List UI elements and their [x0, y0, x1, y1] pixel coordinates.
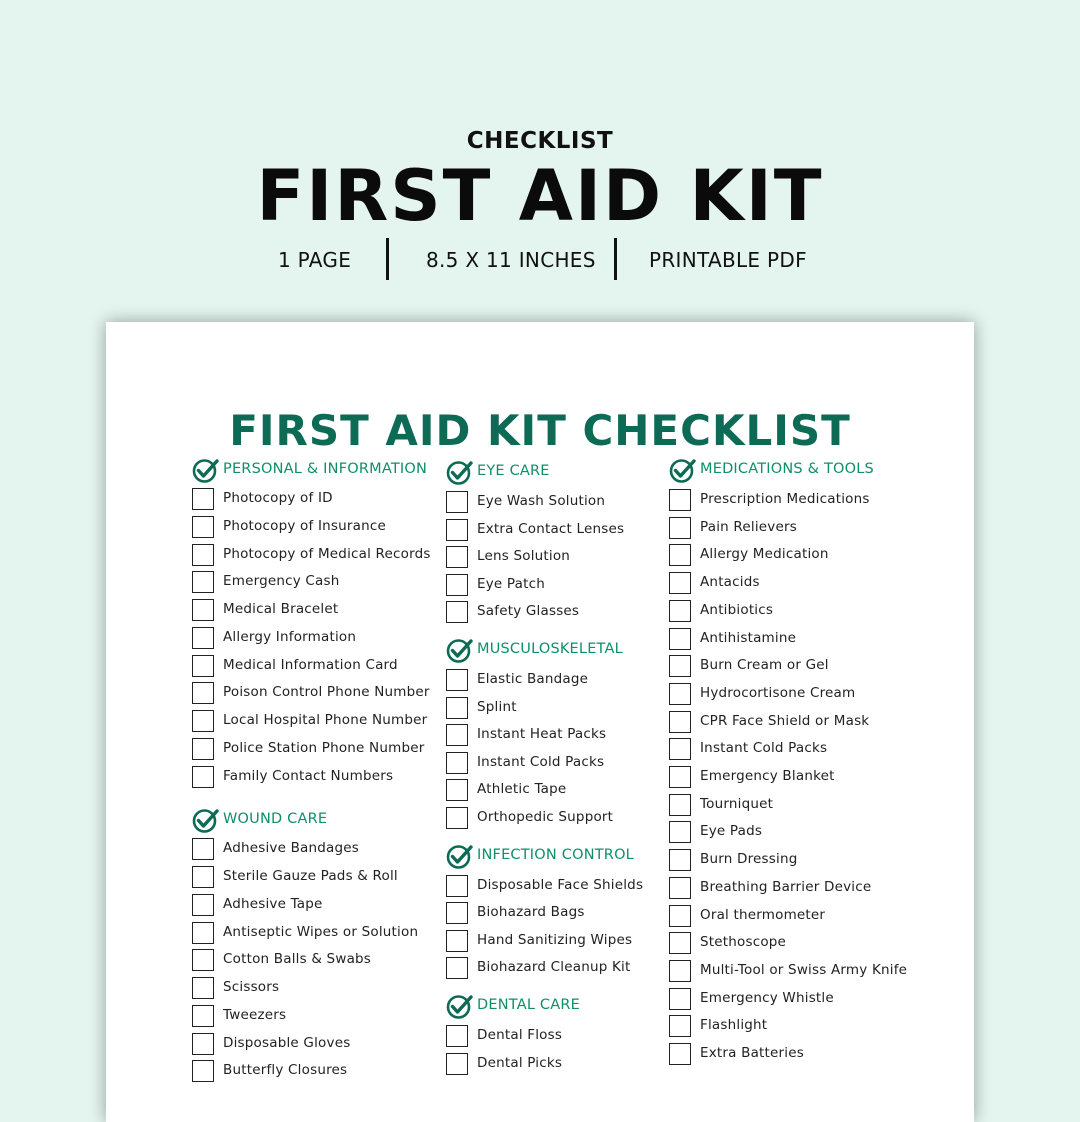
item-label: Stethoscope: [700, 934, 787, 951]
item-label: Splint: [477, 698, 517, 715]
checkmark-circle-icon: [446, 844, 474, 870]
checkbox[interactable]: [446, 491, 468, 513]
checkbox[interactable]: [446, 930, 468, 952]
item-label: Orthopedic Support: [477, 809, 614, 825]
checkbox[interactable]: [192, 766, 214, 788]
checkbox[interactable]: [192, 710, 214, 732]
checkbox[interactable]: [669, 960, 691, 982]
item-label: Adhesive Tape: [223, 895, 323, 912]
checkbox[interactable]: [192, 866, 214, 888]
item-label: Prescription Medications: [700, 491, 870, 507]
checkbox[interactable]: [669, 794, 691, 816]
checklist-item[interactable]: [192, 921, 462, 947]
checklist-item[interactable]: [669, 959, 939, 985]
checkbox[interactable]: [446, 519, 468, 541]
item-label: Instant Cold Packs: [700, 740, 828, 757]
checklist-item[interactable]: [192, 487, 462, 513]
checkbox[interactable]: [669, 877, 691, 899]
checklist-item[interactable]: [192, 948, 462, 974]
section-title: PERSONAL & INFORMATION: [223, 461, 428, 477]
item-label: Photocopy of Insurance: [223, 517, 386, 534]
item-label: Athletic Tape: [477, 781, 567, 798]
checklist-item[interactable]: [669, 848, 939, 874]
item-label: Tweezers: [223, 1006, 287, 1023]
item-label: Eye Patch: [477, 575, 545, 592]
item-label: Pain Relievers: [700, 518, 797, 535]
checkbox[interactable]: [192, 1005, 214, 1027]
checklist-item[interactable]: [192, 976, 462, 1002]
item-label: Biohazard Cleanup Kit: [477, 959, 631, 976]
item-label: Medical Bracelet: [223, 601, 339, 617]
checkbox[interactable]: [669, 655, 691, 677]
item-label: Police Station Phone Number: [223, 739, 425, 756]
checkbox[interactable]: [669, 738, 691, 760]
meta-format: PRINTABLE PDF: [649, 248, 807, 272]
checklist-item[interactable]: [669, 1042, 939, 1068]
checkbox[interactable]: [669, 905, 691, 927]
section-header: [192, 808, 462, 836]
meta-divider: [386, 238, 389, 280]
item-label: Dental Picks: [477, 1054, 563, 1071]
section-title: MEDICATIONS & TOOLS: [700, 461, 874, 477]
item-label: Disposable Face Shields: [477, 876, 644, 893]
section-title: MUSCULOSKELETAL: [477, 641, 623, 657]
checklist-item[interactable]: [669, 793, 939, 819]
checkbox[interactable]: [669, 821, 691, 843]
checkbox[interactable]: [192, 949, 214, 971]
checkbox[interactable]: [669, 849, 691, 871]
checkbox[interactable]: [446, 574, 468, 596]
checkbox[interactable]: [192, 488, 214, 510]
item-label: Emergency Blanket: [700, 768, 835, 784]
section-title: INFECTION CONTROL: [477, 846, 634, 863]
checkbox[interactable]: [669, 1015, 691, 1037]
checkbox[interactable]: [446, 779, 468, 801]
checkbox[interactable]: [446, 875, 468, 897]
section-title: EYE CARE: [477, 463, 550, 479]
checklist-item[interactable]: [192, 515, 462, 541]
item-label: Medical Information Card: [223, 656, 398, 673]
checklist-item[interactable]: [192, 837, 462, 863]
checkmark-circle-icon: [192, 458, 220, 484]
checklist-item[interactable]: [192, 865, 462, 891]
checkbox[interactable]: [192, 516, 214, 538]
item-label: Local Hospital Phone Number: [223, 712, 428, 728]
checklist-item[interactable]: [669, 765, 939, 791]
item-label: Antibiotics: [700, 601, 774, 618]
checkbox[interactable]: [669, 544, 691, 566]
item-label: Emergency Whistle: [700, 989, 834, 1006]
section-title: WOUND CARE: [223, 811, 328, 828]
checkbox[interactable]: [446, 601, 468, 623]
checkmark-circle-icon: [446, 460, 474, 486]
meta-row: [0, 238, 1080, 282]
checklist-item[interactable]: [192, 893, 462, 919]
checkbox[interactable]: [192, 655, 214, 677]
checklist-item[interactable]: [669, 488, 939, 514]
checkbox[interactable]: [446, 669, 468, 691]
checklist-item[interactable]: [669, 1014, 939, 1040]
checkbox[interactable]: [446, 1053, 468, 1075]
item-label: Hydrocortisone Cream: [700, 684, 856, 701]
checklist-item[interactable]: [192, 598, 462, 624]
checkbox[interactable]: [192, 544, 214, 566]
checkbox[interactable]: [192, 627, 214, 649]
checkbox[interactable]: [669, 988, 691, 1010]
item-label: Instant Cold Packs: [477, 753, 605, 770]
checklist-item[interactable]: [669, 627, 939, 653]
checklist-item[interactable]: [192, 681, 462, 707]
item-label: Antihistamine: [700, 629, 797, 646]
checkbox[interactable]: [669, 711, 691, 733]
item-label: Disposable Gloves: [223, 1034, 351, 1051]
checklist-item[interactable]: [192, 737, 462, 763]
checklist-item[interactable]: [192, 1059, 462, 1085]
checkbox[interactable]: [669, 932, 691, 954]
meta-pages: 1 PAGE: [278, 248, 352, 272]
item-label: Cotton Balls & Swabs: [223, 951, 372, 968]
item-label: Biohazard Bags: [477, 904, 585, 921]
header-title: FIRST AID KIT: [256, 155, 824, 237]
checklist-item[interactable]: [669, 516, 939, 542]
checklist-item[interactable]: [669, 904, 939, 930]
checklist-item[interactable]: [192, 654, 462, 680]
item-label: Multi-Tool or Swiss Army Knife: [700, 961, 908, 978]
checkbox[interactable]: [192, 1060, 214, 1082]
checkbox[interactable]: [192, 682, 214, 704]
checklist-sheet: [106, 322, 974, 1122]
item-label: Butterfly Closures: [223, 1062, 348, 1079]
checkmark-circle-icon: [446, 994, 474, 1020]
item-label: Antacids: [700, 574, 760, 591]
checkbox[interactable]: [192, 977, 214, 999]
checkbox[interactable]: [446, 546, 468, 568]
item-label: Allergy Information: [223, 628, 357, 645]
checkbox[interactable]: [192, 894, 214, 916]
checklist-item[interactable]: [192, 1004, 462, 1030]
item-label: Tourniquet: [700, 795, 774, 812]
item-label: Breathing Barrier Device: [700, 878, 872, 895]
checkbox[interactable]: [192, 1033, 214, 1055]
checklist-item[interactable]: [669, 571, 939, 597]
item-label: Sterile Gauze Pads & Roll: [223, 868, 398, 884]
checklist-item[interactable]: [669, 737, 939, 763]
checkbox[interactable]: [192, 838, 214, 860]
checkbox[interactable]: [669, 1043, 691, 1065]
item-label: Poison Control Phone Number: [223, 684, 430, 701]
checklist-item[interactable]: [669, 543, 939, 569]
checkbox[interactable]: [446, 697, 468, 719]
checkbox[interactable]: [669, 600, 691, 622]
item-label: Extra Contact Lenses: [477, 520, 625, 537]
checklist-item[interactable]: [192, 709, 462, 735]
item-label: Hand Sanitizing Wipes: [477, 931, 633, 948]
checkbox[interactable]: [446, 957, 468, 979]
checklist-item[interactable]: [669, 876, 939, 902]
checkmark-circle-icon: [192, 808, 220, 834]
checklist-item[interactable]: [669, 654, 939, 680]
checkbox[interactable]: [669, 766, 691, 788]
checkbox[interactable]: [669, 489, 691, 511]
checkbox[interactable]: [192, 738, 214, 760]
checklist-item[interactable]: [669, 987, 939, 1013]
checklist-item[interactable]: [669, 931, 939, 957]
checkbox[interactable]: [446, 902, 468, 924]
checkbox[interactable]: [192, 922, 214, 944]
item-label: Family Contact Numbers: [223, 767, 394, 784]
checklist-item[interactable]: [669, 820, 939, 846]
item-label: Elastic Bandage: [477, 671, 589, 687]
checklist-item[interactable]: [192, 765, 462, 791]
checklist-item[interactable]: [669, 682, 939, 708]
item-label: Oral thermometer: [700, 906, 826, 923]
item-label: Eye Pads: [700, 823, 763, 840]
checkbox[interactable]: [446, 1025, 468, 1047]
item-label: Emergency Cash: [223, 573, 340, 590]
checklist-item[interactable]: [669, 710, 939, 736]
item-label: Instant Heat Packs: [477, 726, 607, 743]
item-label: Dental Floss: [477, 1027, 563, 1043]
checklist-item[interactable]: [192, 543, 462, 569]
item-label: Burn Dressing: [700, 851, 798, 868]
meta-divider: [614, 238, 617, 280]
checkbox[interactable]: [669, 683, 691, 705]
item-label: Extra Batteries: [700, 1045, 804, 1061]
checkbox[interactable]: [192, 599, 214, 621]
item-label: CPR Face Shield or Mask: [700, 712, 870, 729]
checkbox[interactable]: [669, 628, 691, 650]
checkbox[interactable]: [669, 517, 691, 539]
checkbox[interactable]: [446, 752, 468, 774]
checkbox[interactable]: [446, 807, 468, 829]
checkbox[interactable]: [669, 572, 691, 594]
section-header: [669, 458, 939, 486]
item-label: Scissors: [223, 979, 280, 995]
item-label: Safety Glasses: [477, 603, 580, 620]
checkmark-circle-icon: [669, 458, 697, 484]
checkbox[interactable]: [192, 571, 214, 593]
item-label: Allergy Medication: [700, 546, 829, 563]
header-kicker: CHECKLIST: [466, 128, 614, 154]
checkbox[interactable]: [446, 724, 468, 746]
item-label: Lens Solution: [477, 548, 571, 565]
section-header: [192, 458, 462, 486]
sheet-title: FIRST AID KIT CHECKLIST: [229, 406, 851, 455]
section-title: DENTAL CARE: [477, 997, 580, 1013]
checkmark-circle-icon: [446, 638, 474, 664]
item-label: Adhesive Bandages: [223, 840, 360, 857]
meta-size: 8.5 X 11 INCHES: [426, 248, 596, 272]
checklist-item[interactable]: [192, 626, 462, 652]
item-label: Photocopy of Medical Records: [223, 545, 431, 562]
item-label: Eye Wash Solution: [477, 493, 606, 509]
checklist-item[interactable]: [192, 1032, 462, 1058]
checklist-item[interactable]: [669, 599, 939, 625]
item-label: Photocopy of ID: [223, 490, 333, 506]
item-label: Flashlight: [700, 1017, 768, 1034]
checklist-item[interactable]: [192, 570, 462, 596]
item-label: Burn Cream or Gel: [700, 657, 829, 674]
item-label: Antiseptic Wipes or Solution: [223, 923, 419, 940]
